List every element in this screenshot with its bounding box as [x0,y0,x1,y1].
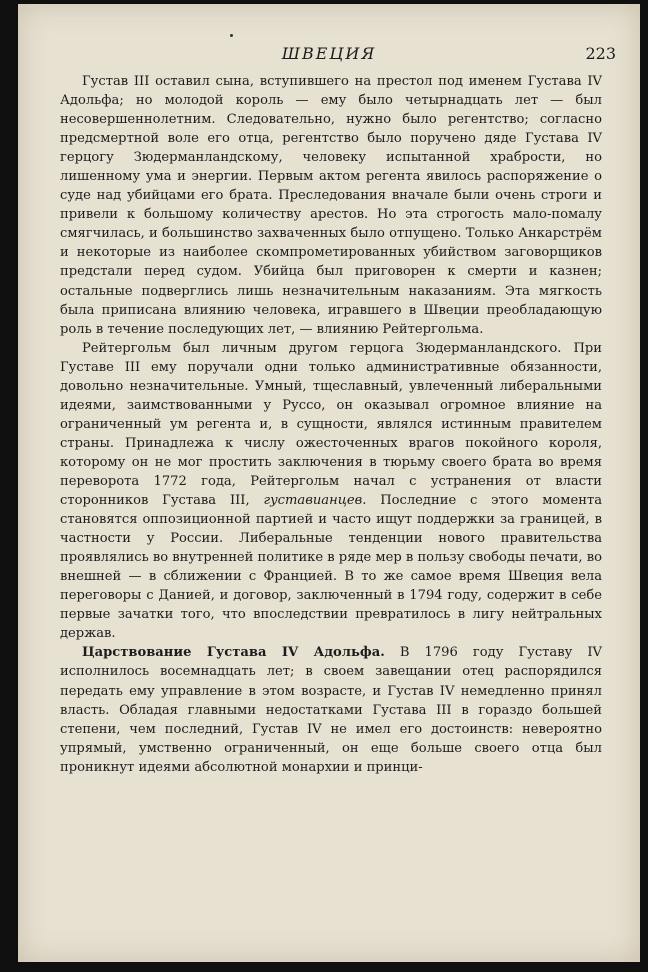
paragraph-3 [60,643,602,776]
body-text [60,72,602,777]
page-mark [230,34,233,37]
running-header-title: ШВЕЦИЯ [281,44,377,63]
paragraph-3-text: В 1796 году Густаву IV исполнилось восемнадцать лет; в своем завещании отец распорядился передать ему управление в этом возрасте, и Густав IV немедленно принял власть. Обладая главными недостатками Густава III в гораздо большей степени, чем последний, Густав IV не имел его достоинств: невероятно упрямый, умственно ограниченный, он еще больше своего отца был проникнут идеями абсолютной монархии и принци- [60,645,603,775]
section-heading: Царствование Густава IV Адольфа. [82,645,385,661]
paragraph-2-text-b: . Последние с этого момента становятся оппозиционной партией и часто ищут поддержки за границей, в частности у России. Либеральные тенденции нового правительства проявлялись во внутренней политике в ряде мер в пользу свободы печати, во внешней — в сближении с Францией. В то же самое время Швеция вела переговоры с Данией, и договор, заключенный в 1794 году, содержит в себе первые зачатки того, что впоследствии превратилось в лигу нейтральных держав. [60,493,602,642]
book-page [18,4,640,962]
page-number: 223 [585,44,616,63]
paragraph-2-text-a: Рейтергольм был личным другом герцога Зюдерманландского. При Густаве III ему поручали одни только административные обязанности, довольно незначительные. Умный, тщеславный, увлеченный либеральными идеями, заимствованными у Руссо, он оказывал огромное влияние на ограниченный ум регента и, в сущности, являлся истинным правителем страны. Принадлежа к числу ожесточенных врагов покойного короля, которому он не мог простить заключения в тюрьму своего брата во время переворота 1772 года, Рейтергольм начал с устранения от власти сторонников Густава III, [60,340,602,509]
paragraph-2 [60,339,602,644]
italic-term: густавианцев [263,493,363,509]
paragraph-1: Густав III оставил сына, вступившего на престол под именем Густава IV Адольфа; но молодой король — ему было четырнадцать лет — был несовершеннолетним. Следовательно, нужно было регентство; согласно предсмертной воле его отца, регентство было поручено дяде Густава IV герцогу Зюдерманландскому, человеку испытанной храбрости, но лишенному ума и энергии. Первым актом регента явилось распоряжение о суде над убийцами его брата. Преследования вначале были очень строги и привели к большому количеству арестов. Но эта строгость мало-помалу смягчилась, и большинство захваченных было отпущено. Только Анкарстрём и некоторые из наиболее скомпрометированных убийством заговорщиков предстали перед судом. Убийца был приговорен к смерти и казнен; остальные подверглись лишь незначительным наказаниям. Эта мягкость была приписана влиянию человека, игравшего в Швеции преобладающую роль в течение последующих лет, — влиянию Рейтергольма. [60,74,602,337]
